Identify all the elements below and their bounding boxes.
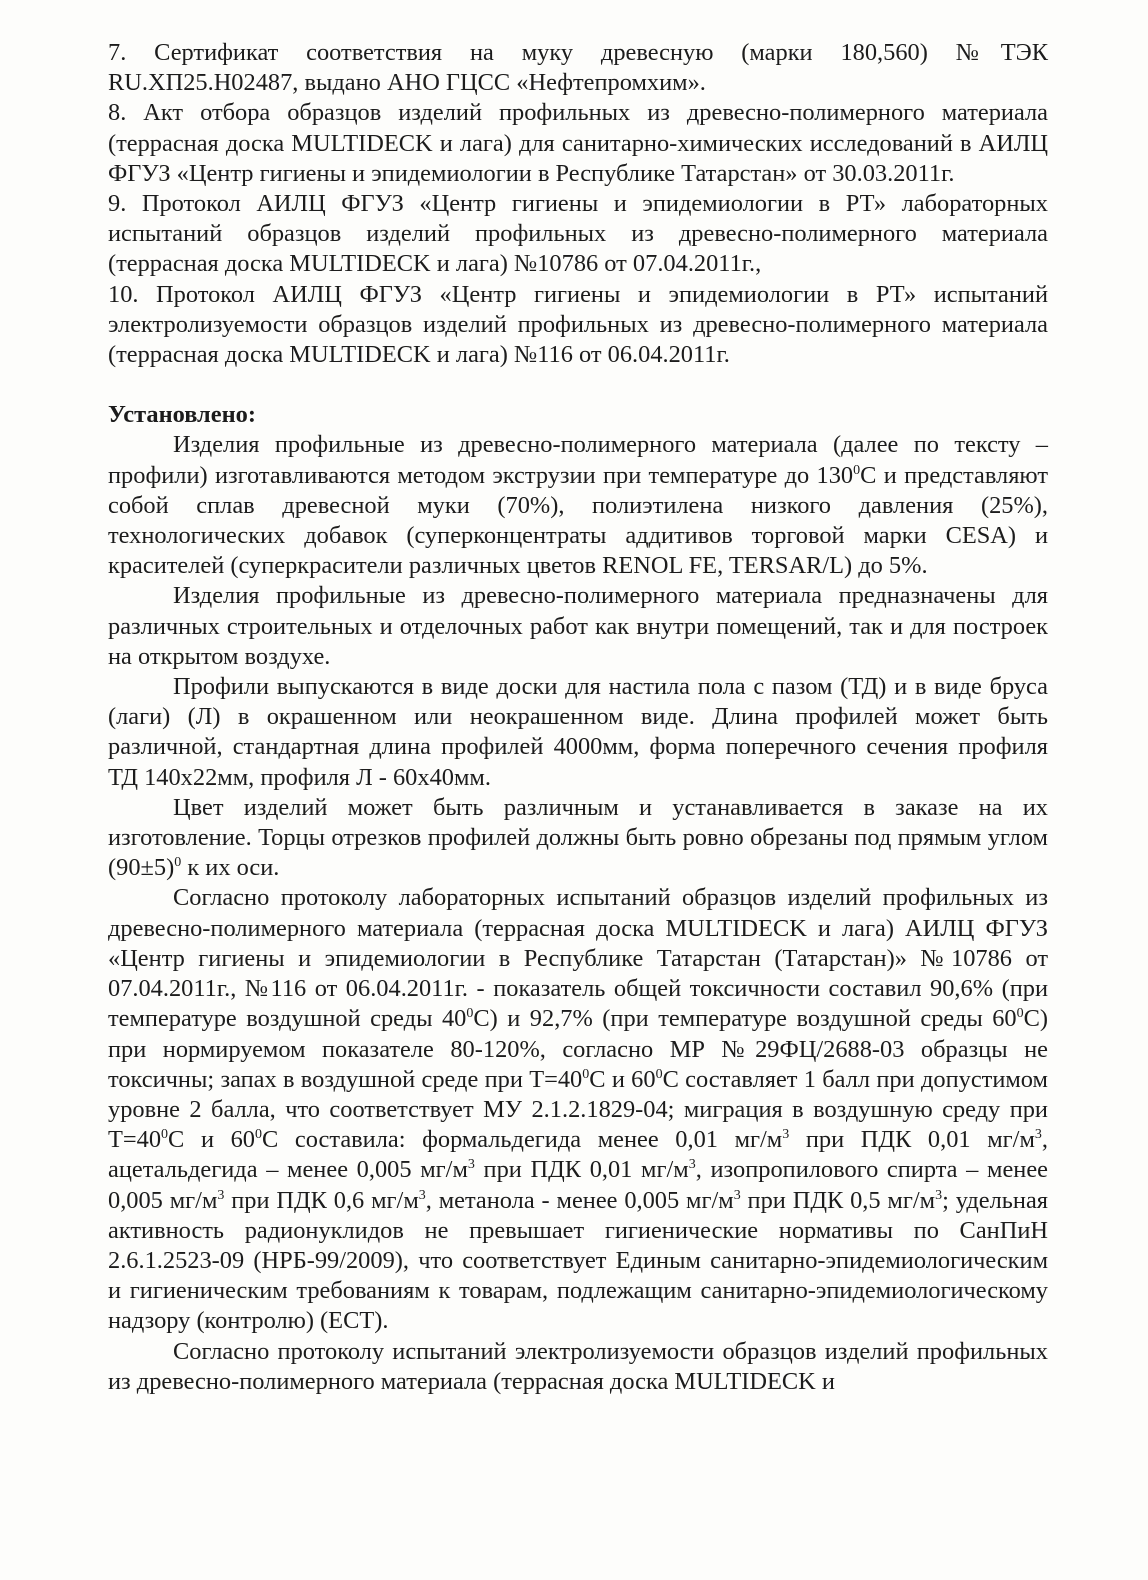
superscript: 3 [467, 1157, 475, 1173]
superscript: 3 [688, 1157, 696, 1173]
superscript: 0 [174, 855, 182, 871]
superscript: 0 [1016, 1006, 1024, 1022]
text-run: , ацетальдегида – менее 0,005 мг/м [108, 1126, 1048, 1184]
superscript: 0 [582, 1066, 590, 1082]
paragraph-test-results [108, 883, 1048, 1336]
text-run: С) при нормируемом показателе 80-120%, согласно МР №29ФЦ/2688-03 образцы не токсичны; запах в воздушной среде при Т=40 [108, 1005, 1048, 1093]
list-item-9: 9. Протокол АИЛЦ ФГУЗ «Центр гигиены и эпидемиологии в РТ» лабораторных испытаний образцов изделий профильных из древесно-полимерного материала (террасная доска MULTIDECK и лага) №10786 от 07.04.2011г., [108, 190, 1048, 278]
text-run: С составила: формальдегида менее 0,01 мг/м [262, 1126, 783, 1154]
text-run: Изделия профильные из древесно-полимерного материала (далее по тексту – профили) изготавливаются методом экструзии при температуре до 130 [108, 431, 1048, 489]
list-item-7: 7. Сертификат соответствия на муку древесную (марки 180,560) №ТЭК RU.ХП25.Н02487, выдано АНО ГЦСС «Нефтепромхим». [108, 39, 1048, 97]
text-run: , изопропилового спирта – менее 0,005 мг/м [108, 1156, 1049, 1214]
superscript: 0 [655, 1066, 663, 1082]
superscript: 3 [217, 1187, 225, 1203]
text-run: Цвет изделий может быть различным и устанавливается в заказе на их изготовление. Торцы отрезков профилей должны быть ровно обрезаны под прямым углом (90±5) [108, 793, 1048, 882]
paragraph-purpose: Изделия профильные из древесно-полимерного материала предназначены для различных строительных и отделочных работ как внутри помещений, так и для построек на открытом воздухе. [108, 582, 1048, 670]
text-run: С составляет 1 балл при допустимом уровне 2 балла, что соответствует МУ 2.1.2.1829-04; миграция в воздушную среду при Т=40 [108, 1065, 1048, 1154]
superscript: 0 [161, 1127, 169, 1143]
text-run: С и представляют собой сплав древесной муки (70%), полиэтилена низкого давления (25%), технологических добавок (суперконцентраты аддитивов торговой марки CESA) и красителей (суперкрасители различных цветов RENOL FE, TERSAR/L) до 5%. [108, 461, 1048, 580]
paragraph-production-method [108, 430, 1048, 581]
text-run: С и 60 [168, 1126, 256, 1154]
superscript: 3 [935, 1187, 943, 1203]
text-run: , метанола - менее 0,005 мг/м [425, 1186, 734, 1214]
text-run: Согласно протоколу лабораторных испытаний образцов изделий профильных из древесно-полимерного материала (террасная доска MULTIDECK и лага) АИЛЦ ФГУЗ «Центр гигиены и эпидемиологии в Республике Татарстан (Татарстан)» №10786 от 07.04.2011г., №116 от 06.04.2011г. - показатель общей токсичности составил 90,6% (при температуре воздушной среды 40 [108, 884, 1048, 1033]
text-run: С) и 92,7% (при температуре воздушной среды 60 [473, 1005, 1017, 1033]
superscript: 3 [418, 1187, 426, 1203]
superscript: 0 [255, 1127, 263, 1143]
document-page [108, 38, 1048, 1397]
text-run: при ПДК 0,6 мг/м [224, 1186, 419, 1214]
paragraph-forms: Профили выпускаются в виде доски для настила пола с пазом (ТД) и в виде бруса (лаги) (Л) в окрашенном или неокрашенном виде. Длина профилей может быть различной, стандартная длина профилей 4000мм, форма поперечного сечения профиля ТД 140х22мм, профиля Л - 60х40мм. [108, 673, 1048, 791]
text-run: к их оси. [181, 854, 280, 882]
superscript: 3 [1034, 1127, 1042, 1143]
superscript: 3 [782, 1127, 790, 1143]
superscript: 3 [733, 1187, 741, 1203]
text-run: при ПДК 0,5 мг/м [740, 1186, 936, 1214]
list-item-8: 8. Акт отбора образцов изделий профильных из древесно-полимерного материала (террасная доска MULTIDECK и лага) для санитарно-химических исследований в АИЛЦ ФГУЗ «Центр гигиены и эпидемиологии в Республике Татарстан» от 30.03.2011г. [108, 99, 1048, 187]
paragraph-electrolysis: Согласно протоколу испытаний электролизуемости образцов изделий профильных из древесно-полимерного материала (террасная доска MULTIDECK и [108, 1337, 1048, 1395]
section-heading: Установлено: [108, 401, 256, 429]
list-item-10: 10. Протокол АИЛЦ ФГУЗ «Центр гигиены и эпидемиологии в РТ» испытаний электролизуемости образцов изделий профильных из древесно-полимерного материала (террасная доска MULTIDECK и лага) №116 от 06.04.2011г. [108, 280, 1048, 369]
text-run: С и 60 [589, 1065, 656, 1093]
text-run: при ПДК 0,01 мг/м [474, 1156, 689, 1184]
paragraph-color [108, 793, 1048, 884]
text-run: ; удельная активность радионуклидов не превышает гигиенические нормативы по СанПиН 2.6.1.2523-09 (НРБ-99/2009), что соответствует Единым санитарно-эпидемиологическим и гигиеническим требованиям к товарам, подлежащим санитарно-эпидемиологическому надзору (контролю) (ЕСТ). [108, 1186, 1048, 1335]
superscript: 0 [853, 462, 861, 478]
superscript: 0 [466, 1006, 474, 1022]
text-run: при ПДК 0,01 мг/м [789, 1126, 1035, 1154]
